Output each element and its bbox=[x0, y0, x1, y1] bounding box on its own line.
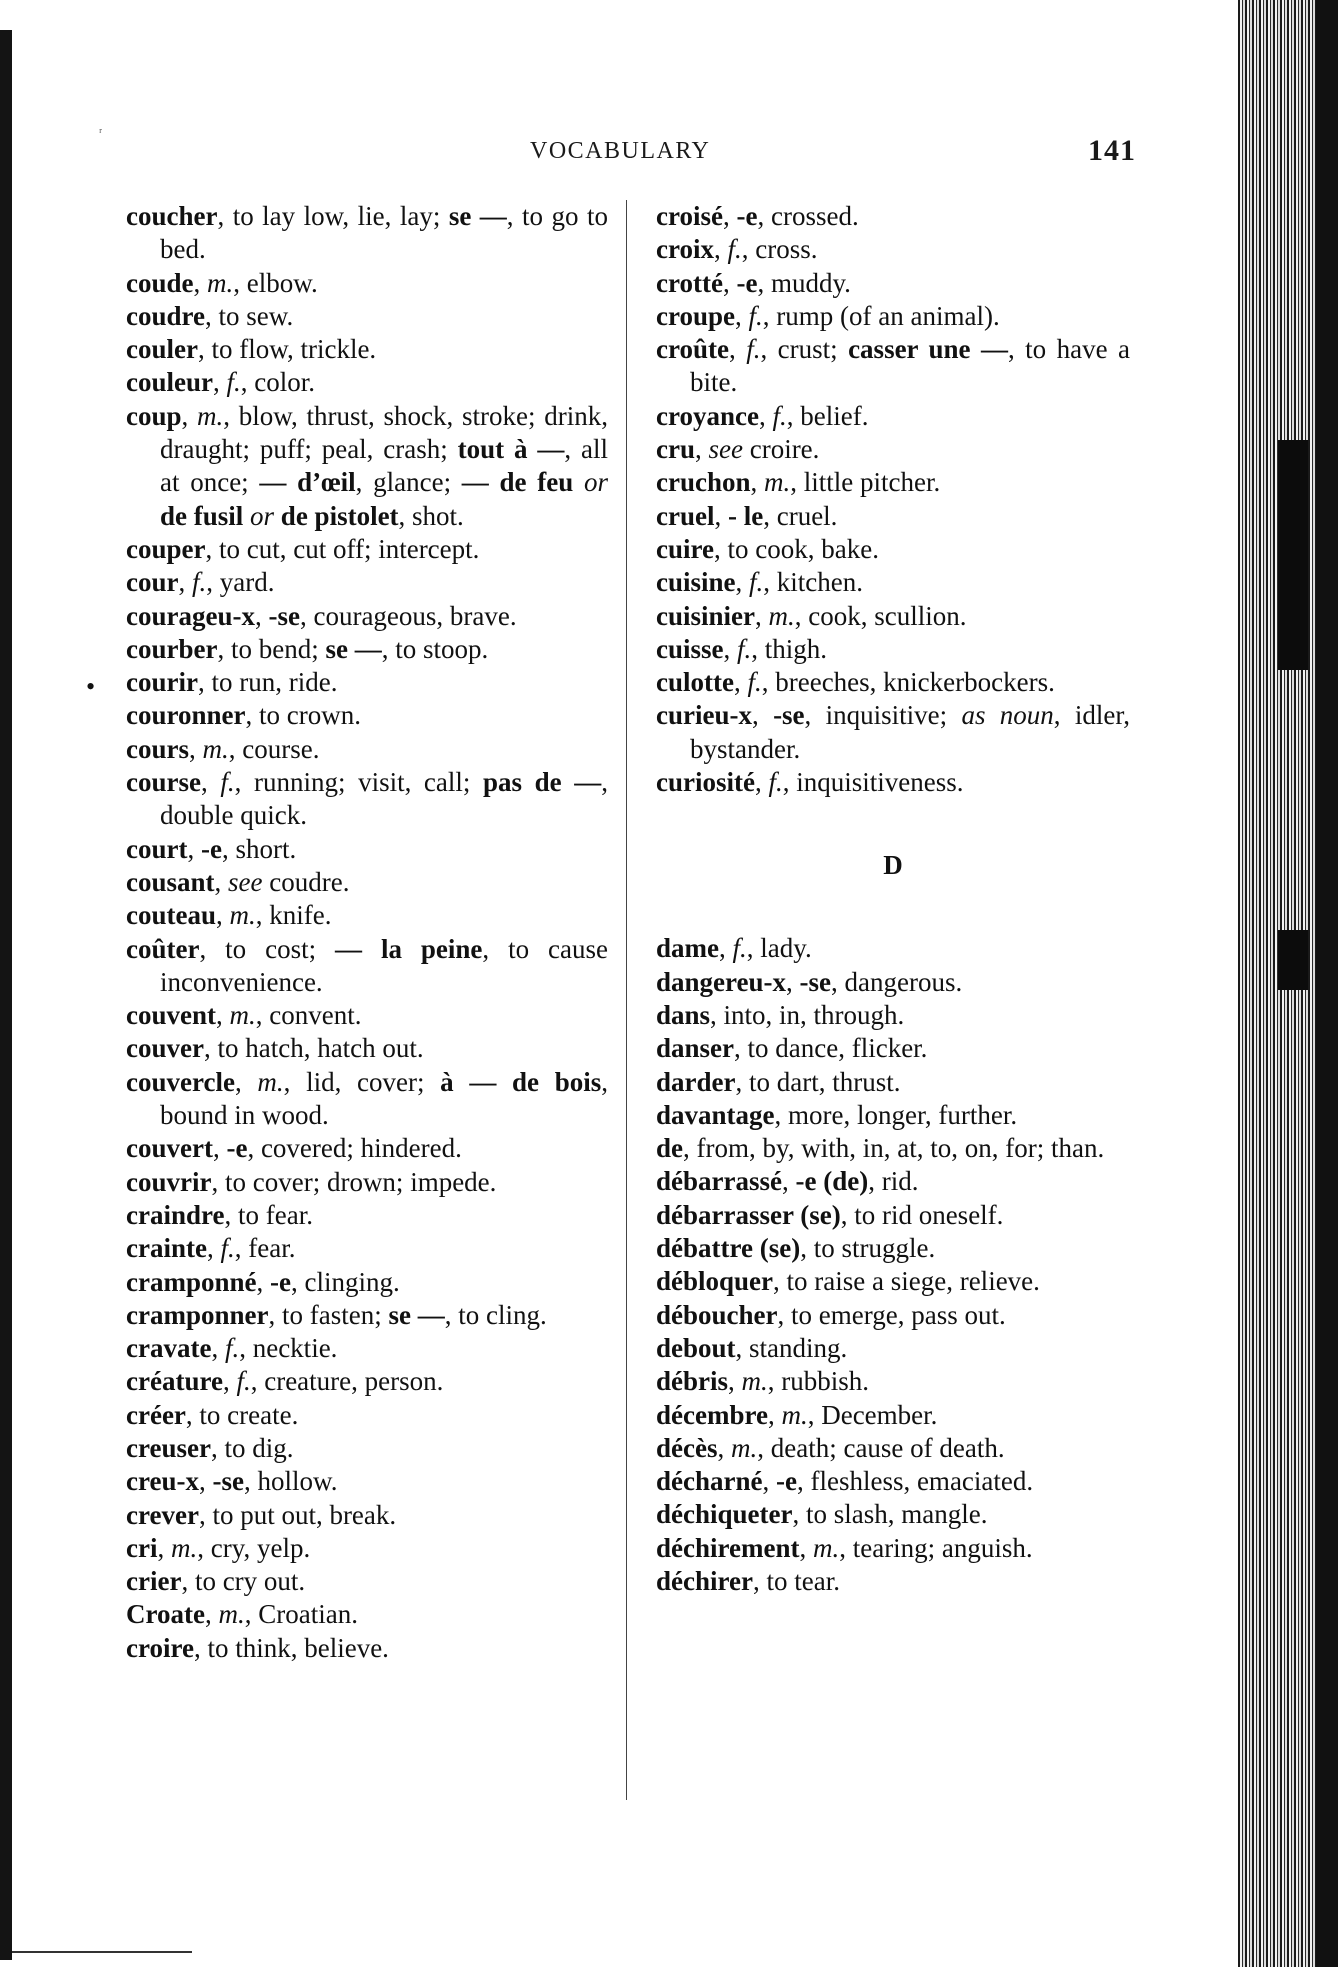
vocab-entry: courber, to bend; se —, to stoop. bbox=[126, 633, 489, 664]
vocab-entry: curieu-x, -se, inquisitive; as noun, idler, bystander. bbox=[656, 700, 1131, 764]
binding-shadow bbox=[0, 30, 12, 1960]
vocab-entry: darder, to dart, thrust. bbox=[656, 1066, 901, 1097]
right-column bbox=[656, 200, 1130, 1598]
vocab-entry: décès, m., death; cause of death. bbox=[656, 1432, 1005, 1463]
section-d bbox=[656, 932, 1130, 1598]
vocab-entry: décharné, -e, fleshless, emaciated. bbox=[656, 1466, 1034, 1497]
vocab-entry: cousant, see coudre. bbox=[126, 866, 350, 897]
vocab-entry: coude, m., elbow. bbox=[126, 267, 318, 298]
vocab-entry: cuisse, f., thigh. bbox=[656, 633, 828, 664]
vocab-entry: danser, to dance, flicker. bbox=[656, 1033, 928, 1064]
vocab-entry: débarrasser (se), to rid oneself. bbox=[656, 1199, 1004, 1230]
vocab-entry: couteau, m., knife. bbox=[126, 900, 332, 931]
vocab-entry: croyance, f., belief. bbox=[656, 400, 869, 431]
vocab-entry: couver, to hatch, hatch out. bbox=[126, 1033, 424, 1064]
vocab-entry: Croate, m., Croatian. bbox=[126, 1599, 358, 1630]
vocab-entry: cuisinier, m., cook, scullion. bbox=[656, 600, 967, 631]
vocab-entry: cri, m., cry, yelp. bbox=[126, 1532, 311, 1563]
left-column bbox=[126, 200, 608, 1665]
vocab-entry: coûter, to cost; — la peine, to cause inconvenience. bbox=[126, 933, 608, 997]
vocab-entry: couvrir, to cover; drown; impede. bbox=[126, 1166, 497, 1197]
vocab-entry: cravate, f., necktie. bbox=[126, 1333, 338, 1364]
vocab-entry: décembre, m., December. bbox=[656, 1399, 938, 1430]
vocab-entry: coucher, to lay low, lie, lay; se —, to go to bed. bbox=[126, 201, 608, 265]
vocab-entry: débarrassé, -e (de), rid. bbox=[656, 1166, 919, 1197]
vocab-entry: couler, to flow, trickle. bbox=[126, 334, 377, 365]
vocab-entry: crier, to cry out. bbox=[126, 1566, 306, 1597]
vocab-entry: cramponner, to fasten; se —, to cling. bbox=[126, 1299, 547, 1330]
vocab-entry: cour, f., yard. bbox=[126, 567, 275, 598]
vocab-entry: débloquer, to raise a siege, relieve. bbox=[656, 1266, 1040, 1297]
vocab-entry: de, from, by, with, in, at, to, on, for; than. bbox=[656, 1133, 1105, 1164]
vocab-entry: courageu-x, -se, courageous, brave. bbox=[126, 600, 517, 631]
vocab-entry: debout, standing. bbox=[656, 1332, 848, 1363]
vocab-entry: creuser, to dig. bbox=[126, 1432, 294, 1463]
vocab-entry: croûte, f., crust; casser une —, to have a bite. bbox=[656, 334, 1131, 398]
vocab-entry: course, f., running; visit, call; pas de —, double quick. bbox=[126, 767, 608, 831]
vocab-entry: court, -e, short. bbox=[126, 833, 297, 864]
vocab-entry: courir, to run, ride. bbox=[126, 667, 338, 698]
vocab-entry: déboucher, to emerge, pass out. bbox=[656, 1299, 1006, 1330]
vocab-entry: dans, into, in, through. bbox=[656, 999, 905, 1030]
vocab-entry: cru, see croire. bbox=[656, 434, 820, 465]
vocab-entry: culotte, f., breeches, knickerbockers. bbox=[656, 667, 1055, 698]
vocab-entry: coudre, to sew. bbox=[126, 300, 294, 331]
vocab-entry: couvercle, m., lid, cover; à — de bois, bound in wood. bbox=[126, 1066, 609, 1131]
vocab-entry: couronner, to crown. bbox=[126, 700, 361, 731]
vocab-entry: couvert, -e, covered; hindered. bbox=[126, 1133, 462, 1164]
page-edge-line bbox=[12, 1951, 192, 1953]
page-number: 141 bbox=[1088, 134, 1136, 167]
column-divider bbox=[626, 200, 627, 1800]
vocab-entry: crever, to put out, break. bbox=[126, 1499, 397, 1530]
vocab-entry: couvent, m., convent. bbox=[126, 1000, 362, 1031]
vocab-entry: cruchon, m., little pitcher. bbox=[656, 467, 941, 498]
vocab-entry: crotté, -e, muddy. bbox=[656, 267, 851, 298]
vocab-entry: craindre, to fear. bbox=[126, 1199, 313, 1230]
section-c-continued bbox=[656, 200, 1130, 799]
vocab-entry: croupe, f., rump (of an animal). bbox=[656, 300, 1000, 331]
vocab-entry: croire, to think, believe. bbox=[126, 1632, 389, 1663]
vocab-entry: dame, f., lady. bbox=[656, 933, 812, 964]
ink-blot bbox=[1278, 440, 1308, 670]
vocab-entry: crainte, f., fear. bbox=[126, 1233, 296, 1264]
vocab-entry: cours, m., course. bbox=[126, 733, 320, 764]
vocab-entry: déchirer, to tear. bbox=[656, 1565, 840, 1596]
vocab-entry: creu-x, -se, hollow. bbox=[126, 1466, 338, 1497]
vocab-entry: cuire, to cook, bake. bbox=[656, 533, 879, 564]
vocab-entry: déchiqueter, to slash, mangle. bbox=[656, 1499, 988, 1530]
vocab-entry: couper, to cut, cut off; intercept. bbox=[126, 533, 480, 564]
vocab-entry: coup, m., blow, thrust, shock, stroke; drink, draught; puff; peal, crash; tout à —, all at once; — d’œil, glance; — de feu or de fusil or de pistolet, shot. bbox=[126, 400, 608, 531]
vocab-entry: cramponné, -e, clinging. bbox=[126, 1266, 400, 1297]
vocab-entry: débattre (se), to struggle. bbox=[656, 1233, 936, 1264]
vocab-entry: dangereu-x, -se, dangerous. bbox=[656, 966, 963, 997]
vocab-entry: cuisine, f., kitchen. bbox=[656, 567, 864, 598]
vocab-entry: curiosité, f., inquisitiveness. bbox=[656, 767, 964, 798]
vocab-entry: créature, f., creature, person. bbox=[126, 1366, 444, 1397]
vocab-entry: couleur, f., color. bbox=[126, 367, 316, 398]
page-edge-shadow bbox=[1316, 0, 1338, 1967]
vocab-entry: davantage, more, longer, further. bbox=[656, 1099, 1018, 1130]
section-letter: D bbox=[883, 850, 903, 881]
running-header bbox=[0, 134, 1238, 172]
vocab-entry: débris, m., rubbish. bbox=[656, 1366, 870, 1397]
page-title: VOCABULARY bbox=[530, 138, 711, 164]
vocab-entry: croix, f., cross. bbox=[656, 234, 818, 265]
margin-mark: ʳ bbox=[99, 126, 103, 141]
vocab-entry: déchirement, m., tearing; anguish. bbox=[656, 1532, 1033, 1563]
vocab-entry: créer, to create. bbox=[126, 1399, 299, 1430]
margin-bullet: • bbox=[86, 672, 96, 701]
vocab-entry: croisé, -e, crossed. bbox=[656, 201, 859, 231]
ink-blot bbox=[1278, 930, 1308, 990]
page-edge-stack bbox=[1238, 0, 1338, 1967]
vocab-entry: cruel, - le, cruel. bbox=[656, 500, 838, 531]
